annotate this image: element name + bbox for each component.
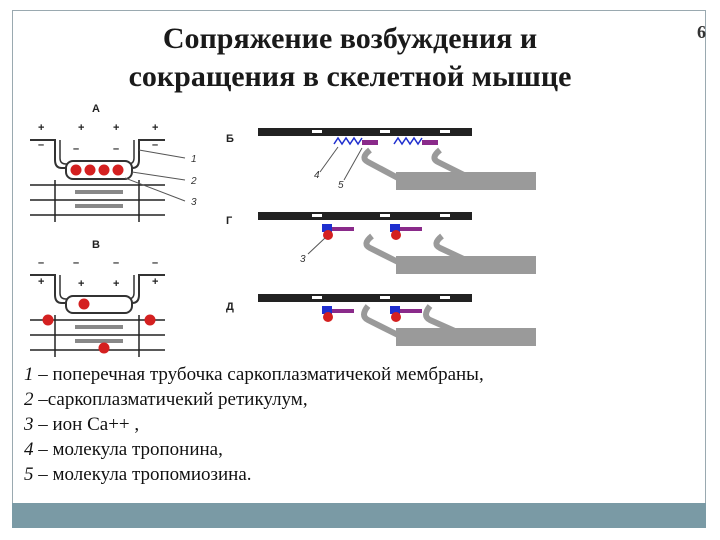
troponin <box>334 138 362 144</box>
tropomyosin <box>400 309 422 313</box>
myosin-a <box>75 204 123 208</box>
myosin-filament-b <box>396 172 536 190</box>
callout-line <box>125 178 185 201</box>
charge-plus: + <box>78 278 85 290</box>
charge-plus: + <box>152 276 159 288</box>
charge-plus: + <box>113 122 120 134</box>
legend-item: 2 –саркоплазматичекий ретикулум, <box>24 389 308 410</box>
ca-ion <box>391 230 401 240</box>
myosin-a <box>75 190 123 194</box>
ca-ion <box>323 312 333 322</box>
legend-item: 1 – поперечная трубочка саркоплазматичекой мембраны, <box>24 364 484 385</box>
charge-plus: + <box>38 122 45 134</box>
callout-5: 5 <box>338 180 344 191</box>
ca-ion <box>43 315 54 326</box>
reticulum-v <box>66 296 132 313</box>
label-v: В <box>92 239 100 251</box>
myosin-v <box>75 339 123 343</box>
panel-d <box>226 294 536 346</box>
myosin-head <box>364 150 398 178</box>
myosin-v <box>75 325 123 329</box>
myosin-filament-d <box>396 328 536 346</box>
charge-minus: – <box>38 257 45 269</box>
charge-plus: + <box>113 278 120 290</box>
callout-2: 2 <box>191 176 197 187</box>
panel-v <box>30 239 165 357</box>
charge-minus: – <box>152 257 159 269</box>
slide-number: 6 <box>697 22 706 42</box>
charge-minus: – <box>113 257 120 269</box>
legend <box>24 362 484 487</box>
charge-minus: – <box>73 257 80 269</box>
troponin <box>394 138 422 144</box>
callout-line <box>132 172 185 180</box>
panel-g <box>226 212 536 274</box>
tropomyosin <box>332 227 354 231</box>
ca-ion <box>391 312 401 322</box>
ca-ion <box>99 165 110 176</box>
actin-filament-b <box>258 128 472 136</box>
filaments-a <box>30 180 165 222</box>
ca-ion <box>113 165 124 176</box>
title-line-1: Сопряжение возбуждения и <box>162 22 538 55</box>
label-b: Б <box>226 133 234 145</box>
callout-3: 3 <box>191 197 197 208</box>
tropomyosin <box>422 140 438 145</box>
charge-plus: + <box>38 276 45 288</box>
callout-4: 4 <box>314 170 320 181</box>
panel-b <box>226 128 536 191</box>
callout-3b: 3 <box>300 254 306 265</box>
myosin-filament-g <box>396 256 536 274</box>
charge-minus: – <box>38 139 45 151</box>
label-a: А <box>92 103 100 115</box>
label-g: Г <box>226 215 233 227</box>
charge-minus: – <box>152 139 159 151</box>
legend-item: 4 – молекула тропонина, <box>24 439 223 460</box>
ca-ion <box>79 299 90 310</box>
legend-item: 3 – ион Ca++ , <box>24 414 140 435</box>
charge-minus: – <box>113 143 120 155</box>
charge-plus: + <box>152 122 159 134</box>
ca-ion <box>85 165 96 176</box>
tropomyosin <box>332 309 354 313</box>
panel-a <box>30 103 197 222</box>
legend-item: 5 – молекула тропомиозина. <box>24 464 252 485</box>
tropomyosin <box>400 227 422 231</box>
charge-minus: – <box>73 143 80 155</box>
actin-filament-g <box>258 212 472 220</box>
ca-ion <box>71 165 82 176</box>
myosin-head <box>366 236 398 262</box>
tropomyosin <box>362 140 378 145</box>
actin-filament-d <box>258 294 472 302</box>
charge-plus: + <box>78 122 85 134</box>
title-line-2: сокращения в скелетной мышце <box>128 60 572 93</box>
label-d: Д <box>226 301 234 313</box>
callout-line <box>139 150 185 158</box>
ca-ion <box>145 315 156 326</box>
ca-ion <box>99 343 110 354</box>
callout-1: 1 <box>191 154 197 165</box>
